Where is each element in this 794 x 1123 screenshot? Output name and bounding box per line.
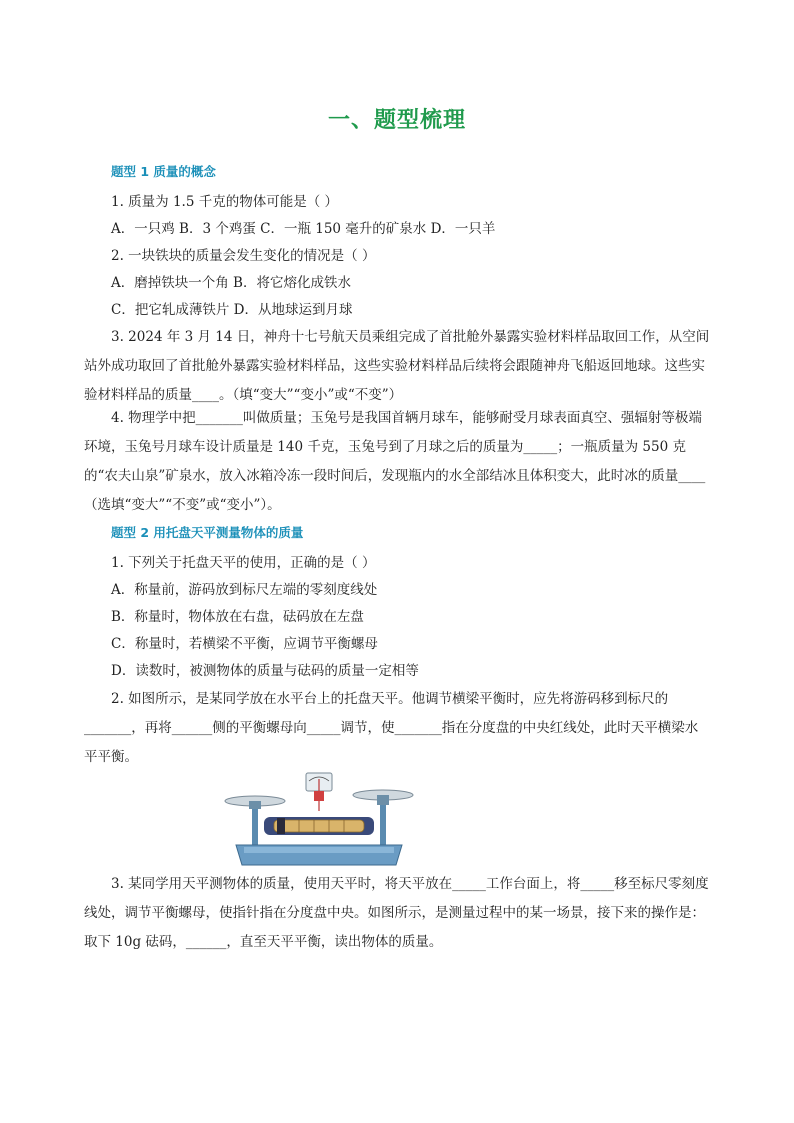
balance-scale-illustration	[224, 771, 414, 867]
question-2-1-option-c: C．称量时，若横梁不平衡，应调节平衡螺母	[111, 636, 378, 652]
question-1-2: 2. 一块铁块的质量会发生变化的情况是（ ）	[111, 248, 376, 264]
question-2-1-option-d: D．读数时，被测物体的质量与砝码的质量一定相等	[111, 663, 419, 679]
question-1-1: 1. 质量为 1.5 千克的物体可能是（ ）	[111, 194, 339, 210]
question-1-2-options-cd: C．把它轧成薄铁片 D．从地球运到月球	[111, 302, 353, 318]
question-2-1-option-a: A．称量前，游码放到标尺左端的零刻度线处	[111, 582, 378, 598]
question-1-2-options-ab: A．磨掉铁块一个角 B．将它熔化成铁水	[111, 275, 351, 291]
question-2-1-option-b: B．称量时，物体放在右盘，砝码放在左盘	[111, 609, 364, 625]
question-1-3: 3. 2024 年 3 月 14 日，神舟十七号航天员乘组完成了首批舱外暴露实验材料样品取回工作，从空间站外成功取回了首批舱外暴露实验材料样品，这些实验材料样品后续将会跟随神舟飞船返回地球。这些实验材料样品的质量____。（填“变大”“变小”或“不变”）	[84, 329, 710, 403]
question-2-1: 1. 下列关于托盘天平的使用，正确的是（ ）	[111, 555, 376, 571]
question-2-2: 2. 如图所示，是某同学放在水平台上的托盘天平。他调节横梁平衡时，应先将游码移到标尺的_______，再将______侧的平衡螺母向_____调节，使_______指在分度盘的中央红线处，此时天平横梁水平平衡。	[84, 691, 699, 765]
question-2-3: 3. 某同学用天平测物体的质量，使用天平时，将天平放在_____工作台面上，将_____移至标尺零刻度线处，调节平衡螺母，使指针指在分度盘中央。如图所示，是测量过程中的某一场景，接下来的操作是：取下 10g 砝码，______，直至天平平衡，读出物体的质量。	[84, 876, 709, 950]
question-1-1-options: A．一只鸡 B．3 个鸡蛋 C．一瓶 150 毫升的矿泉水 D．一只羊	[111, 221, 496, 237]
question-1-4: 4. 物理学中把_______叫做质量；玉兔号是我国首辆月球车，能够耐受月球表面真空、强辐射等极端环境，玉兔号月球车设计质量是 140 千克，玉兔号到了月球之后的质量为_____；一瓶质量为 550 克的“农夫山泉”矿泉水，放入冰箱冷冻一段时间后，发现瓶内的水全部结冰且体积变大，此时冰的质量____（选填“变大”“不变”或“变小”）。	[84, 410, 706, 513]
section-heading-1: 题型 1 质量的概念	[111, 164, 216, 179]
section-heading-2: 题型 2 用托盘天平测量物体的质量	[111, 525, 304, 540]
page-title: 一、题型梳理	[327, 108, 466, 133]
